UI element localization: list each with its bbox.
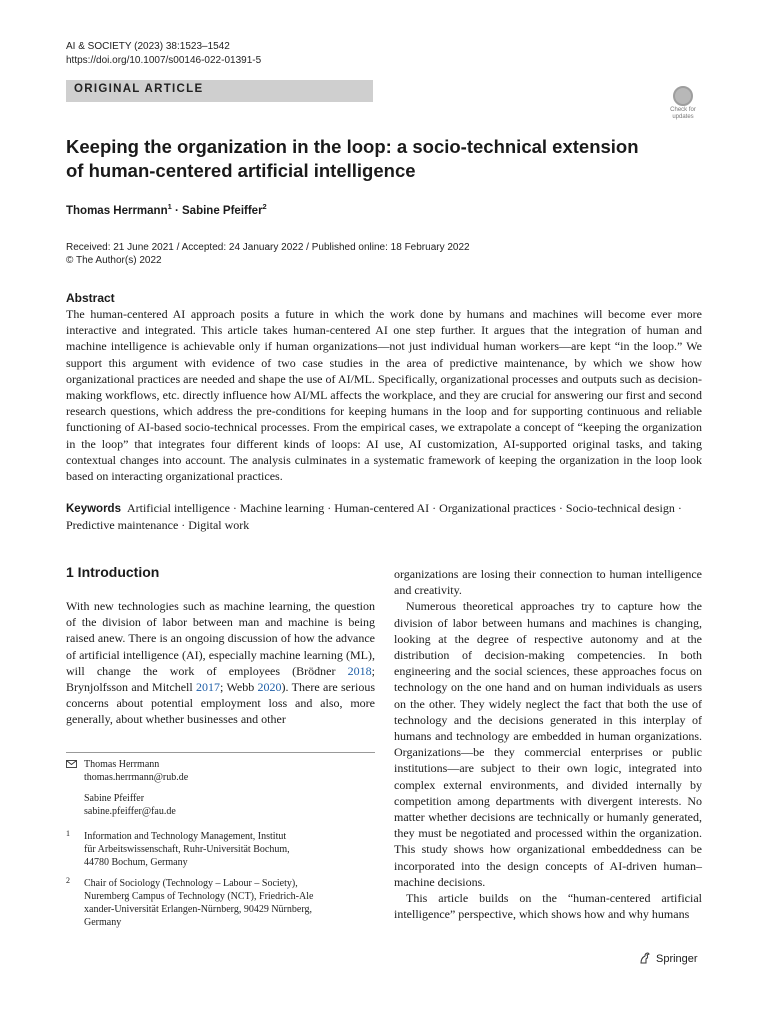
affiliation-1: Information and Technology Management, Institut für Arbeitswissenschaft, Ruhr-Universität Bochum, 44780 Bochum, Germany: [84, 831, 290, 868]
paragraph: organizations are losing their connection to human intelligence and creativity.: [394, 567, 702, 598]
affiliation-number: 1: [66, 829, 70, 838]
abstract-text: The human-centered AI approach posits a future in which the work done by humans and machines will become ever more interactive and integrated. This article takes human-centered AI one step further. It argues that the integration of human and machine intelligence is achievable only if human organizations—not just individual human workers—are kept “in the loop.” We support this argument with evidence of two case studies in the area of predictive maintenance, by which we show how organizational practices are needed and shape the use of AI/ML. Specifically, organizational processes and outputs such as decision-making workflows, etc. directly influence how AI/ML affects the workplace, and they are crucial for answering our first and second research questions, which address the pre-conditions for keeping humans in the loop and for supporting continuous and reliable functioning of AI-based socio-technical processes. From the empirical cases, we extrapolate a concept of “keeping the organization in the loop” that integrates four different kinds of loops: AI use, AI customization, AI-supported original tasks, and taking contextual changes into account. The analysis culminates in a systematic framework of keeping the organization in the loop look based on interacting organizational practices.: [66, 307, 702, 484]
publication-dates: Received: 21 June 2021 / Accepted: 24 January 2022 / Published online: 18 February 2022 © The Author(s) 2022: [66, 242, 470, 266]
right-column: [394, 566, 702, 922]
check-for-updates-badge[interactable]: [664, 86, 702, 124]
paragraph: This article builds on the “human-centered artificial intelligence” perspective, which shows how and why humans: [394, 891, 702, 922]
article-title: Keeping the organization in the loop: a socio-technical extension of human-centered artificial intelligence: [66, 136, 639, 181]
contact-email[interactable]: thomas.herrmann@rub.de: [84, 772, 189, 783]
keywords-list: Artificial intelligence · Machine learning · Human-centered AI · Organizational practices · Socio-technical design · Predictive maintenance · Digital work: [66, 501, 682, 533]
journal-citation: AI & SOCIETY (2023) 38:1523–1542: [66, 41, 230, 52]
springer-horse-icon: [638, 951, 652, 965]
section-heading: 1 Introduction: [66, 564, 160, 580]
citation-link[interactable]: 2018: [347, 663, 372, 678]
keywords: [66, 500, 702, 533]
citation-link[interactable]: 2017: [196, 680, 221, 695]
contact-name: Sabine Pfeiffer: [84, 793, 145, 804]
publisher-name: Springer: [656, 953, 698, 965]
affiliation-2: Chair of Sociology (Technology – Labour – Society), Nuremberg Campus of Technology (NCT), Friedrich-Ale xander-Universität Erlangen-Nürnberg, 90429 Nürnberg, Germany: [84, 878, 314, 928]
article-type-label: ORIGINAL ARTICLE: [74, 83, 204, 95]
contact-name: Thomas Herrmann: [84, 759, 160, 770]
author-name[interactable]: Sabine Pfeiffer: [182, 205, 263, 217]
author-separator: ·: [171, 205, 183, 217]
corresponding-author: [84, 758, 188, 784]
author-list: [66, 202, 267, 217]
check-updates-icon: [673, 86, 693, 106]
citation-link[interactable]: 2020: [257, 680, 282, 695]
publisher-mark: [638, 951, 698, 965]
intro-paragraph: With new technologies such as machine learning, the question of the division of labor between man and machine is being raised anew. There is an ongoing discussion of how the advance of artificial intelligence (AI), especially machine learning (ML), will change the work of employees (Brödner 2018; Brynjolfsson and Mitchell 2017; Webb 2020). There are serious concerns about potential employment loss and also, more generally, about whether businesses and other: [66, 599, 375, 727]
co-author-contact: [84, 792, 176, 818]
affiliation-marker: 1: [167, 202, 172, 212]
affiliation-number: 2: [66, 876, 70, 885]
affiliation-marker: 2: [262, 202, 267, 212]
check-updates-label: Check for updates: [670, 107, 696, 120]
footnote-rule: [66, 752, 375, 753]
article-type-bar: [66, 80, 373, 102]
envelope-icon: [66, 760, 77, 768]
author-name[interactable]: Thomas Herrmann: [66, 205, 168, 217]
abstract-heading: Abstract: [66, 291, 115, 305]
paragraph: Numerous theoretical approaches try to capture how the division of labor between humans and machines is changing, looking at the degree of respective autonomy and at the distribution of decision-making competencies. In both engineering and the social sciences, these approaches focus on technology on the one hand and on human individuals as users on the other. They widely neglect the fact that both the use of technology and the decisions generated in this interplay of humans and technology are embedded in human organizations. Organizations—be they commercial enterprises or public institutions—are subject to their own logic, integrated into complex external environments, and divided internally by competition among departments with divergent interests. No matter whether decisions are technically or humanly generated, they must be negotiated and processed within the organization. This study shows how organizational embeddedness can be incorporated into the design concepts of AI-driven human–machine decisions.: [394, 599, 702, 889]
doi-link[interactable]: https://doi.org/10.1007/s00146-022-01391-5: [66, 55, 262, 66]
contact-email[interactable]: sabine.pfeiffer@fau.de: [84, 806, 176, 817]
keywords-label: Keywords: [66, 503, 121, 515]
